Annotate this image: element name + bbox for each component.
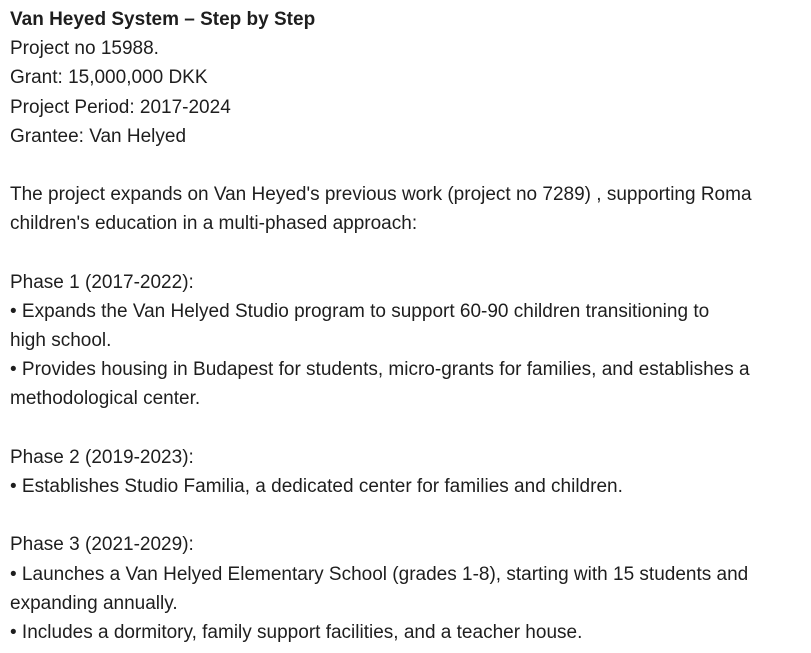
- spacer: [10, 414, 805, 443]
- bullet-line: • Expands the Van Helyed Studio program to support 60-90 children transitioning to: [10, 300, 710, 322]
- phase-2: [10, 443, 805, 501]
- grantee: Grantee: Van Helyed: [10, 125, 187, 147]
- spacer: [10, 151, 805, 180]
- phase-1: [10, 268, 805, 414]
- bullet-line: high school.: [10, 330, 112, 352]
- bullet-line: • Establishes Studio Familia, a dedicated center for families and children.: [10, 476, 623, 497]
- intro-line-1: The project expands on Van Heyed's previous work (project no 7289) , supporting Roma: [10, 184, 752, 206]
- bullet-line: methodological center.: [10, 388, 201, 410]
- bullet-line: • Includes a dormitory, family support facilities, and a teacher house.: [10, 621, 583, 643]
- spacer: [10, 239, 805, 268]
- project-number: Project no 15988.: [10, 38, 159, 60]
- document-title: Van Heyed System – Step by Step: [10, 9, 316, 30]
- bullet-line: • Launches a Van Helyed Elementary School (grades 1-8), starting with 15 students and: [10, 563, 749, 585]
- grant-amount: Grant: 15,000,000 DKK: [10, 67, 208, 89]
- phase-3: [10, 530, 805, 647]
- bullet-line: • Provides housing in Budapest for students, micro-grants for families, and establishes a: [10, 359, 750, 381]
- phase-heading: Phase 2 (2019-2023):: [10, 446, 194, 468]
- intro-line-2: children's education in a multi-phased approach:: [10, 213, 418, 235]
- phase-heading: Phase 3 (2021-2029):: [10, 534, 194, 556]
- spacer: [10, 501, 805, 530]
- document-body: [10, 5, 805, 647]
- phase-heading: Phase 1 (2017-2022):: [10, 271, 194, 293]
- bullet-line: expanding annually.: [10, 592, 178, 614]
- project-period: Project Period: 2017-2024: [10, 96, 231, 118]
